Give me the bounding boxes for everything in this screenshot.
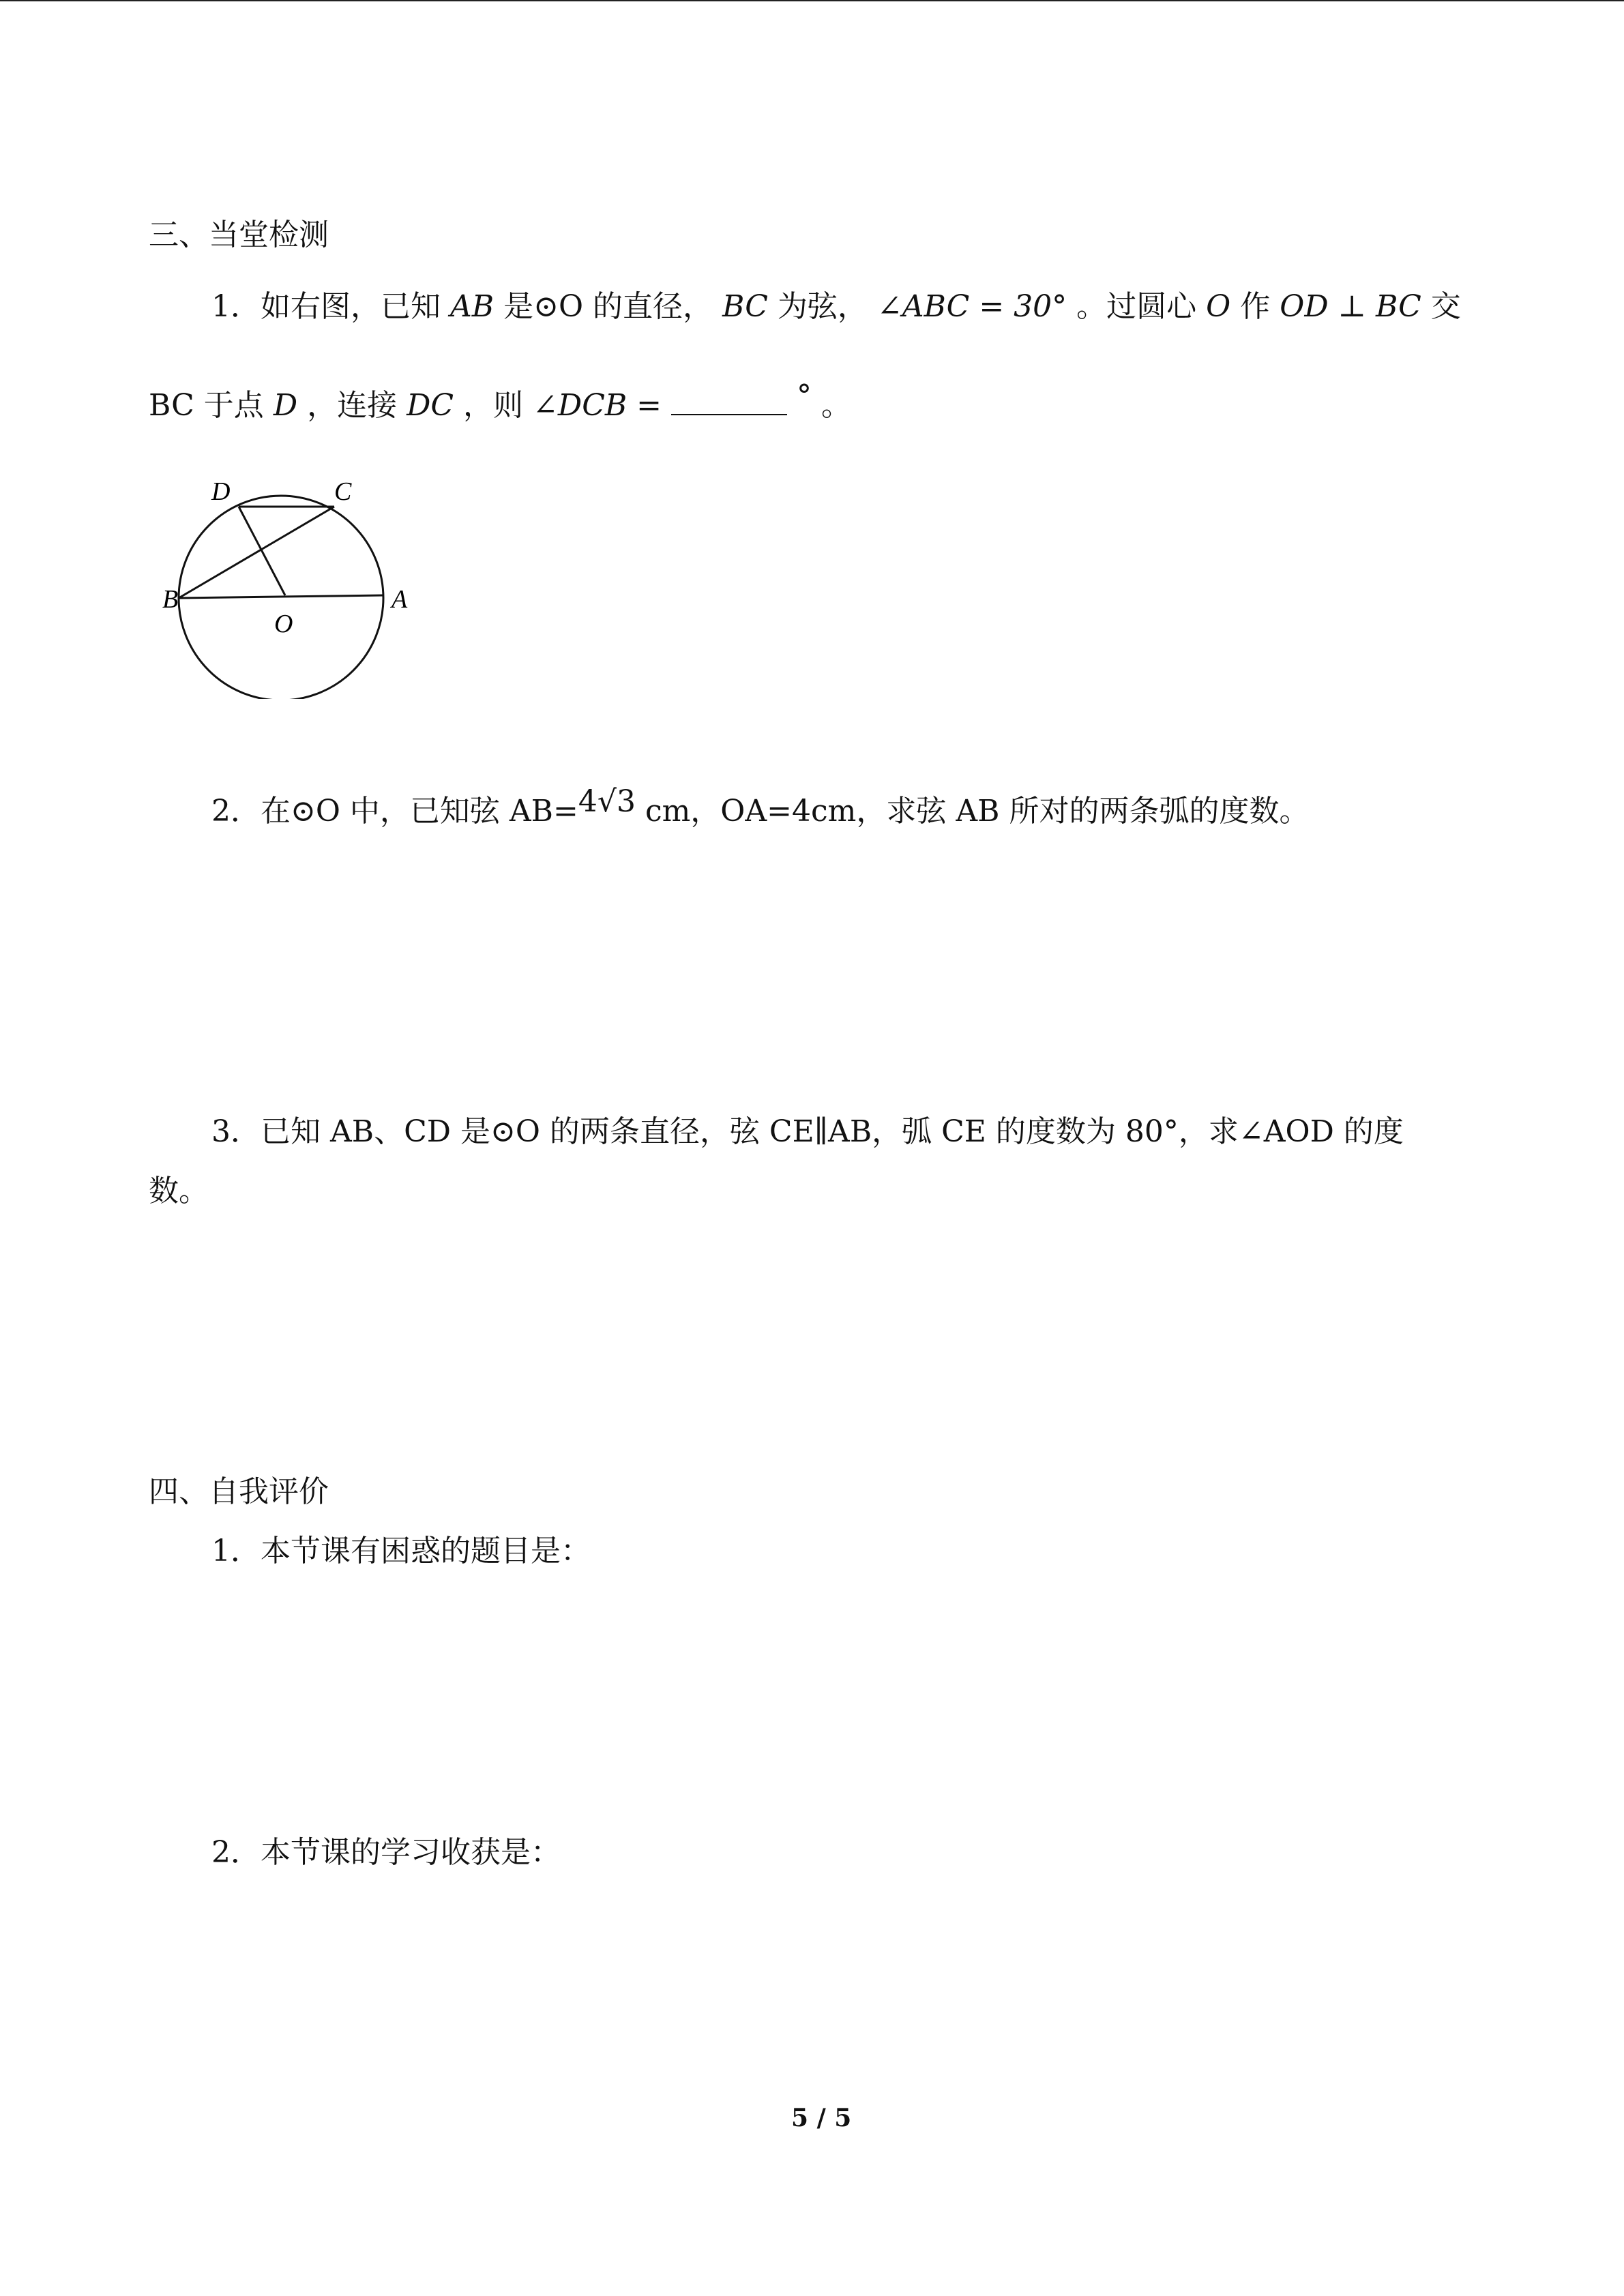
diameter-ab bbox=[179, 595, 383, 598]
self-eval-item-2: 2．本节课的学习收获是： bbox=[211, 1835, 561, 1870]
q1-mid1: 是⊙O 的直径， bbox=[503, 289, 713, 324]
q1-degree-sign: ° bbox=[797, 378, 812, 413]
label-d: D bbox=[211, 477, 231, 506]
sqrt-coefficient: 4 bbox=[578, 784, 597, 819]
section3-heading: 三、当堂检测 bbox=[149, 218, 329, 252]
question-1-line-1 bbox=[211, 286, 1461, 327]
sqrt-sign: √ bbox=[597, 784, 617, 819]
q2-prefix: 2．在⊙O 中，已知弦 AB= bbox=[211, 794, 578, 829]
answer-blank[interactable] bbox=[671, 388, 787, 415]
q1-end1: 交 bbox=[1430, 289, 1461, 324]
q1-prefix: 1．如右图，已知 bbox=[211, 289, 441, 324]
page-number: 5 / 5 bbox=[791, 2104, 852, 2132]
circle-diagram bbox=[151, 474, 424, 699]
top-border-line bbox=[0, 0, 1624, 1]
label-o: O bbox=[274, 610, 293, 638]
q1-mid2: 为弦， bbox=[777, 289, 868, 324]
q1-bc: BC bbox=[722, 289, 768, 324]
q1-ab: AB bbox=[450, 289, 494, 324]
sqrt-expression bbox=[578, 784, 636, 819]
chord-bc bbox=[179, 507, 334, 598]
q1-angle-abc: ∠ABC = 30° bbox=[876, 289, 1067, 324]
label-c: C bbox=[334, 477, 352, 506]
q1-line2-prefix: BC 于点 bbox=[149, 388, 264, 423]
question-3-line-1: 3．已知 AB、CD 是⊙O 的两条直径，弦 CE∥AB，弧 CE 的度数为 80°，求∠AOD 的度 bbox=[211, 1114, 1404, 1149]
q1-angle-dcb: ∠DCB = bbox=[533, 388, 662, 423]
q1-mid5: ，连接 bbox=[307, 388, 398, 423]
segment-od bbox=[239, 507, 285, 595]
question-1-line-2 bbox=[149, 378, 852, 426]
self-eval-item-1: 1．本节课有困惑的题目是： bbox=[211, 1534, 591, 1568]
q2-suffix: cm，OA=4cm，求弦 AB 所对的两条弧的度数。 bbox=[645, 794, 1310, 829]
q1-o: O bbox=[1206, 289, 1231, 324]
question-2 bbox=[211, 784, 1310, 832]
q1-mid4: 作 bbox=[1240, 289, 1271, 324]
sqrt-radicand: 3 bbox=[616, 784, 636, 819]
label-b: B bbox=[162, 585, 179, 614]
q1-mid6: ，则 bbox=[463, 388, 524, 423]
q1-d: D bbox=[273, 388, 298, 423]
label-a: A bbox=[392, 585, 408, 614]
q1-od-perp-bc: OD ⊥ BC bbox=[1280, 289, 1421, 324]
q1-end2: 。 bbox=[821, 388, 852, 423]
q1-mid3: 。过圆心 bbox=[1076, 289, 1197, 324]
question-3-line-2: 数。 bbox=[149, 1174, 209, 1208]
q1-dc: DC bbox=[407, 388, 454, 423]
section4-heading: 四、自我评价 bbox=[149, 1474, 329, 1509]
